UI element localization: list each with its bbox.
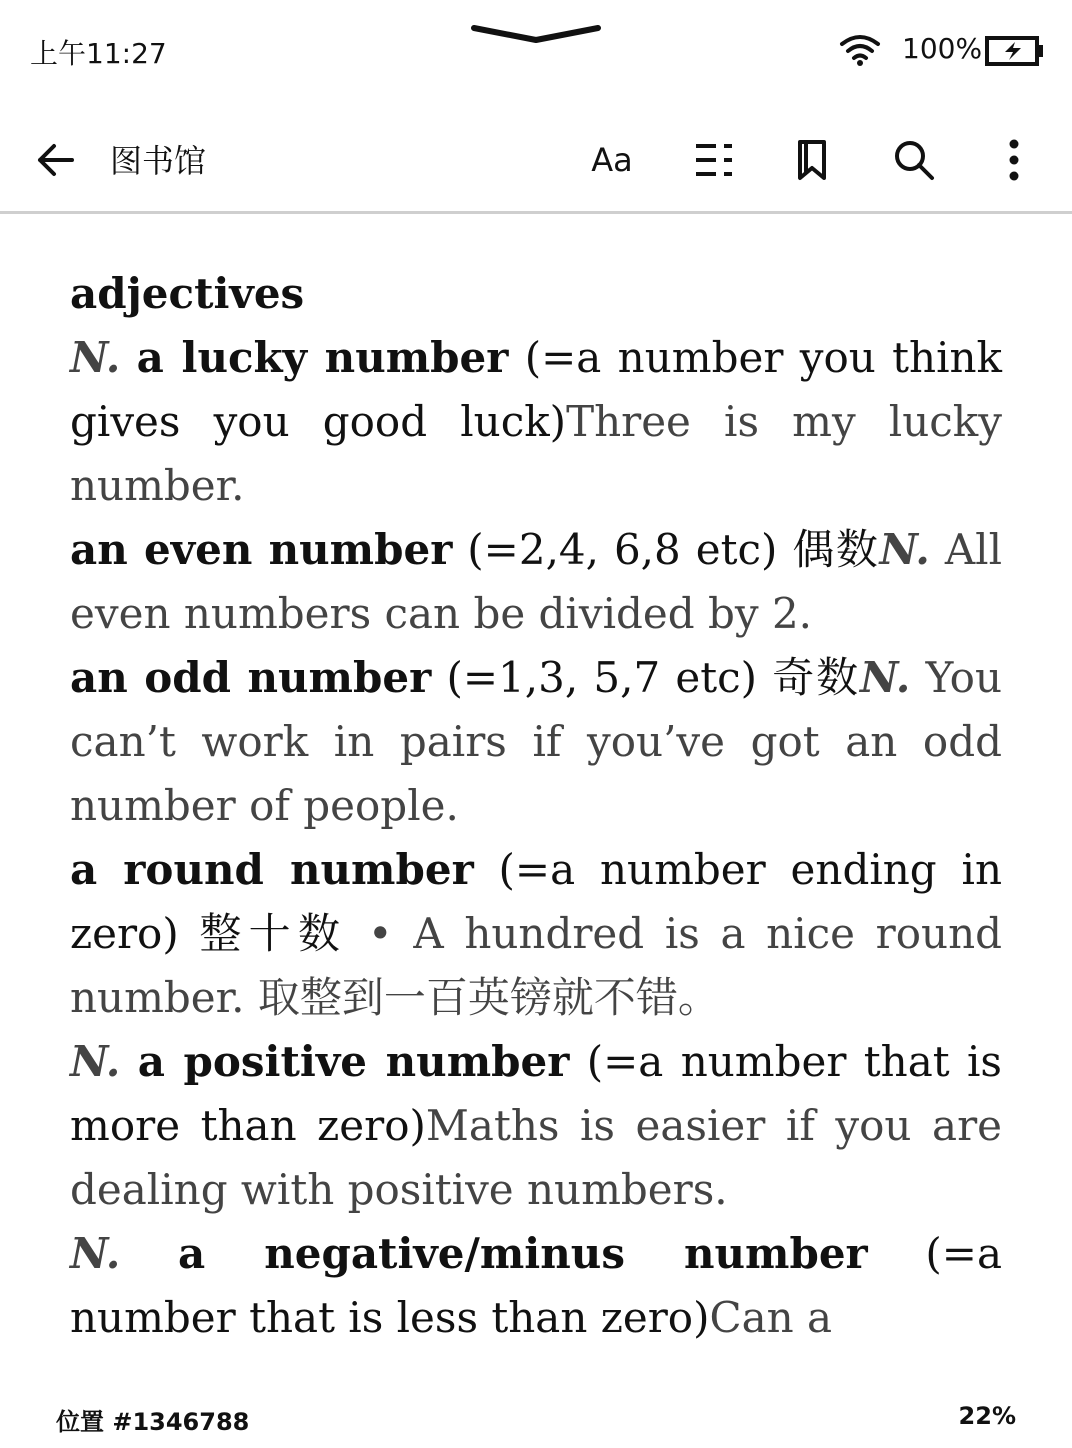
entry-phrase: a lucky number xyxy=(136,333,509,382)
search-icon xyxy=(892,138,936,182)
bookmark-button[interactable] xyxy=(788,134,840,186)
entry-definition: (=2,4, 6,8 etc) 偶数 xyxy=(452,525,880,574)
library-link[interactable]: 图书馆 xyxy=(110,142,207,180)
entry-example: All even numbers can be divided by 2. xyxy=(70,525,1003,638)
dictionary-entry xyxy=(70,1222,1002,1350)
font-settings-button[interactable]: Aa xyxy=(591,141,633,179)
entry-phrase: an even number xyxy=(70,525,453,574)
section-heading: adjectives xyxy=(70,269,305,318)
reader-toolbar xyxy=(0,110,1072,210)
entry-example: Can a xyxy=(709,1293,833,1342)
part-of-speech: N. xyxy=(879,525,930,574)
entry-definition: (=1,3, 5,7 etc) 奇数 xyxy=(431,653,861,702)
table-of-contents-button[interactable] xyxy=(688,134,740,186)
entry-phrase: a negative/minus number xyxy=(178,1229,868,1278)
entry-example: • A hundred is a nice round number. 取整到一百英镑就不错。 xyxy=(70,909,1002,1022)
entry-definition: (=a number ending in zero) 整十数 xyxy=(70,845,1002,958)
back-arrow-icon xyxy=(30,136,86,184)
toolbar-divider xyxy=(0,211,1072,214)
entry-example: You can’t work in pairs if you’ve got an odd number of people. xyxy=(70,653,1002,830)
dictionary-entry xyxy=(70,646,1002,838)
status-time: 上午11:27 xyxy=(30,37,167,70)
entry-phrase: an odd number xyxy=(70,653,432,702)
more-vertical-icon xyxy=(1007,138,1021,182)
battery-charging-icon xyxy=(985,36,1045,70)
dictionary-entry xyxy=(70,518,1002,646)
reading-pane[interactable] xyxy=(70,262,1002,1350)
entry-example: Maths is easier if you are dealing with positive numbers. xyxy=(70,1101,1003,1214)
dictionary-entry xyxy=(70,326,1002,518)
status-bar xyxy=(0,0,1072,100)
entry-definition: (=a number you think gives you good luck) xyxy=(70,333,1002,446)
battery-percent: 100% xyxy=(902,32,983,65)
more-options-button[interactable] xyxy=(988,134,1040,186)
reading-progress: 22% xyxy=(958,1402,1016,1430)
part-of-speech: N. xyxy=(70,1037,121,1086)
contents-list-icon xyxy=(692,140,736,180)
part-of-speech: N. xyxy=(70,333,121,382)
entry-phrase: a round number xyxy=(70,845,474,894)
bookmark-icon xyxy=(794,138,834,182)
pull-down-handle-icon[interactable] xyxy=(470,22,602,50)
search-button[interactable] xyxy=(888,134,940,186)
reading-location: 位置 #1346788 xyxy=(56,1408,250,1436)
entry-definition: (=a number that is less than zero) xyxy=(70,1229,1002,1342)
wifi-icon xyxy=(838,34,882,70)
dictionary-entry xyxy=(70,838,1002,1030)
part-of-speech: N. xyxy=(70,1229,121,1278)
part-of-speech: N. xyxy=(860,653,911,702)
back-button[interactable] xyxy=(30,136,86,184)
entry-phrase: a positive number xyxy=(137,1037,570,1086)
entry-definition: (=a number that is more than zero) xyxy=(70,1037,1002,1150)
dictionary-entry xyxy=(70,1030,1002,1222)
entry-example: Three is my lucky number. xyxy=(70,397,1002,510)
